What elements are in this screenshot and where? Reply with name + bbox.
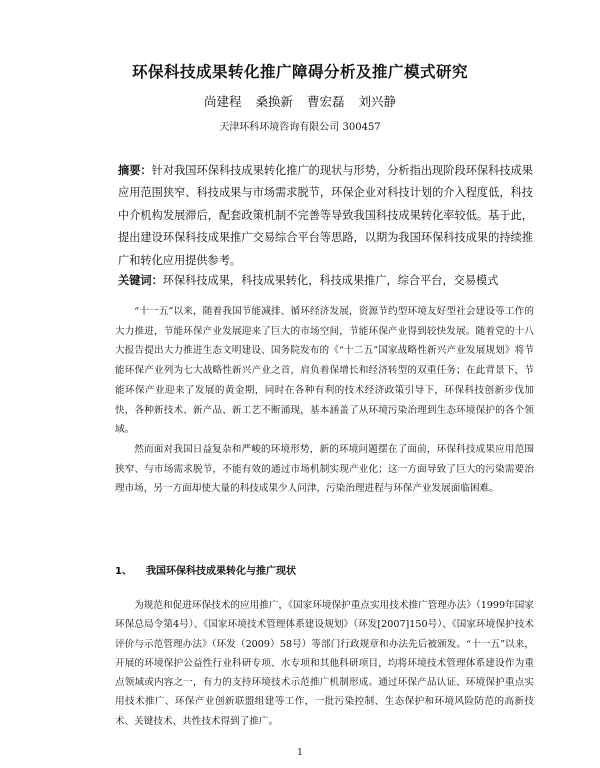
keywords-text: 环保科技成果，科技成果转化，科技成果推广，综合平台，交易模式 (162, 274, 499, 287)
abstract (118, 160, 533, 272)
section-title: 我国环保科技成果转化与推广现状 (145, 566, 296, 577)
section-number: 1、 (115, 566, 132, 577)
body-paragraph: “十一五”以来，随着我国节能减排、循环经济发展，资源节约型环境友好型社会建设等工作的大力推进，节能环保产业发展迎来了巨大的市场空间，节能环保产业得到较快发展。随着党的十八大报告提出大力推进生态文明建设、国务院发布的《“十二五”国家战略性新兴产业发展规划》将节能环保产业列为七大战略性新兴产业之首，肩负着保增长和经济转型的双重任务；在此背景下，节能环保产业迎来了发展的黄金期，同时在各种有利的技术经济政策引导下，环保科技创新步伐加快，各种新技术、新产品、新工艺不断涌现，基本涵盖了从环境污染治理到生态环境保护的各个领域。 (115, 306, 534, 436)
page-number: 1 (297, 748, 303, 758)
body-paragraph: 为规范和促进环保技术的应用推广，《国家环境保护重点实用技术推广管理办法》（1999年国家环保总局令第4号）、《国家环境技术管理体系建设规划》（环发[2007]150号）、《国家环境保护技术评价与示范管理办法》（环发（2009）58号）等部门行政规章和办法先后被颁发。“十一五”以来，开展的环境保护公益性行业科研专项、水专项和其他科研项目，均将环境技术管理体系建设作为重点领域或内容之一，有力的支持环境技术示范推广机制形成。通过环保产品认证、环境保护重点实用技术推广、环保产业创新联盟组建等工作，一批污染控制、生态保护和环境风险防范的高新技术、关键技术、共性技术得到了推广。 (115, 600, 534, 727)
body-paragraph: 然而面对我国日益复杂和严峻的环境形势，新的环境问题摆在了面前，环保科技成果应用范围狭窄、与市场需求脱节，不能有效的通过市场机制实现产业化；这一方面导致了巨大的污染需要治理市场，另一方面却使大量的科技成果少人问津，污染治理进程与环保产业发展面临困难。 (115, 443, 534, 495)
keywords (118, 270, 533, 292)
section-heading (115, 562, 534, 577)
affiliation: 天津环科环境咨询有限公司 300457 (219, 122, 381, 133)
paper-title: 环保科技成果转化推广障碍分析及推广模式研究 (131, 63, 468, 81)
intro-body (115, 302, 534, 499)
abstract-label: 摘要： (118, 164, 152, 177)
abstract-text: 针对我国环保科技成果转化推广的现状与形势，分析指出现阶段环保科技成果应用范围狭窄、科技成果与市场需求脱节，环保企业对科技计划的介入程度低，科技中介机构发展滞后，配套政策机制不完善等导致我国科技成果转化率较低。基于此，提出建设环保科技成果推广交易综合平台等思路，以期为我国环保科技成果的持续推广和转化应用提供参考。 (118, 164, 533, 267)
section-body (115, 596, 534, 731)
author-list: 尚建程 桑换新 曹宏磊 刘兴静 (204, 94, 396, 109)
keywords-label: 关键词： (118, 274, 163, 287)
